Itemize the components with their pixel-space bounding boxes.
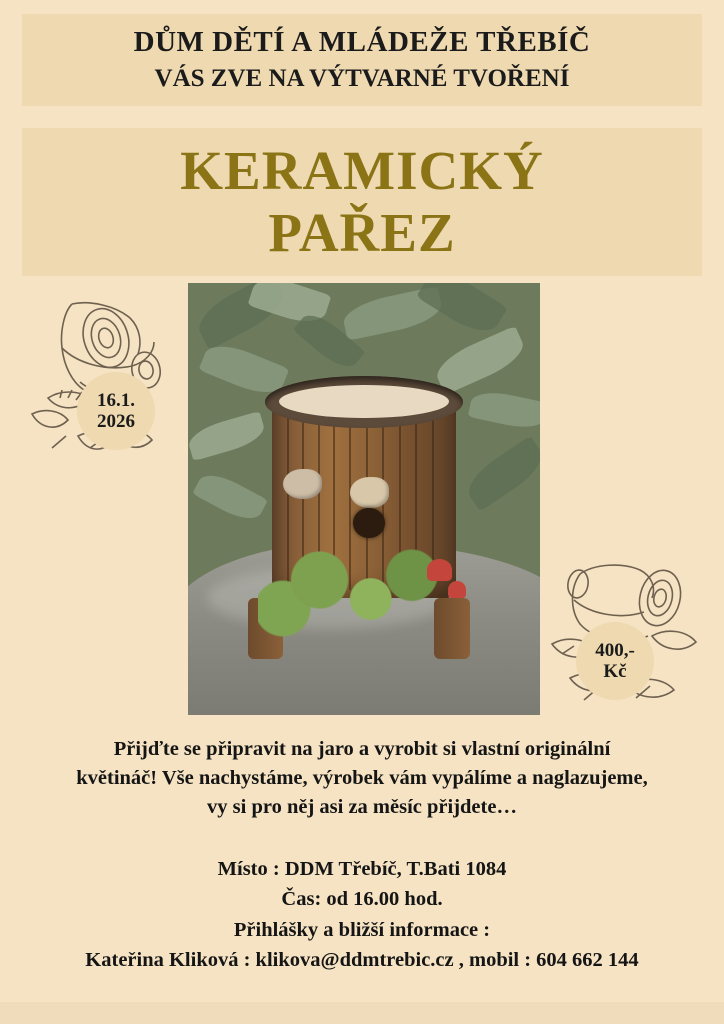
event-title-line2: PAŘEZ (268, 202, 456, 263)
event-title-line1: KERAMICKÝ (180, 140, 544, 202)
description-line-1: Přijďte se připravit na jaro a vyrobit si vlastní originální (113, 738, 611, 760)
info-time: Čas: od 16.00 hod. (281, 888, 443, 911)
description-text (22, 735, 702, 822)
info-block (22, 854, 702, 975)
price-badge-line1: 400,- (595, 639, 635, 661)
organization-title: DŮM DĚTÍ A MLÁDEŽE TŘEBÍČ (133, 26, 591, 59)
info-contact: Kateřina Kliková : klikova@ddmtrebic.cz , mobil : 604 662 144 (85, 948, 639, 971)
title-band (22, 128, 702, 276)
price-badge-line2: Kč (603, 661, 627, 682)
header-band (22, 14, 702, 106)
price-badge (576, 622, 654, 700)
description-line-3: vy si pro něj asi za měsíc přijdete… (207, 796, 517, 819)
invitation-subtitle: VÁS ZVE NA VÝTVARNÉ TVOŘENÍ (154, 65, 570, 93)
product-photo (188, 283, 540, 715)
date-badge-line1: 16.1. (97, 389, 135, 411)
date-badge-line2: 2026 (97, 411, 135, 432)
date-badge (77, 372, 155, 450)
footer-strip (0, 1002, 724, 1024)
info-place: Místo : DDM Třebíč, T.Bati 1084 (217, 858, 507, 880)
info-signup: Přihlášky a bližší informace : (233, 918, 491, 941)
description-line-2: květináč! Vše nachystáme, výrobek vám vypálíme a naglazujeme, (76, 767, 648, 790)
